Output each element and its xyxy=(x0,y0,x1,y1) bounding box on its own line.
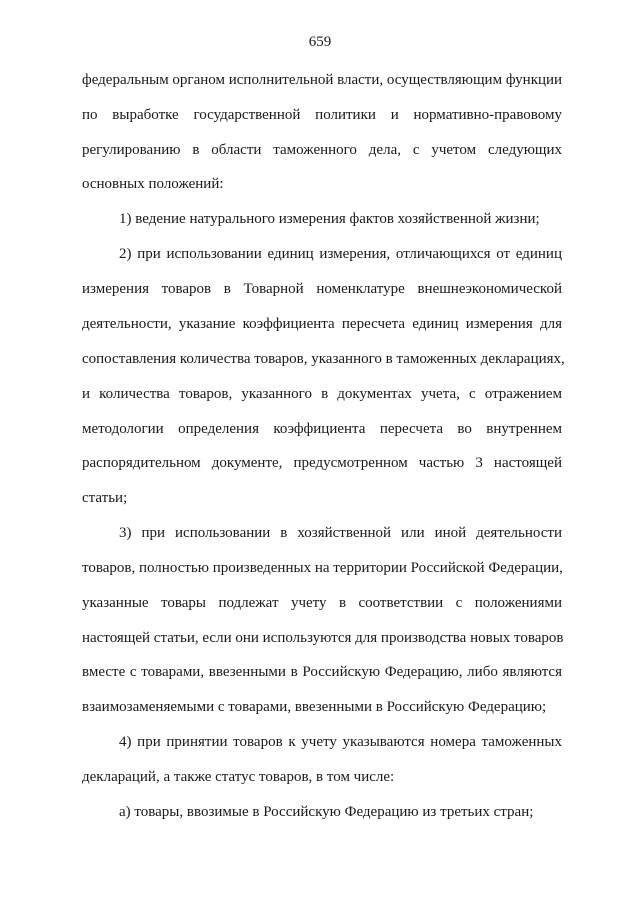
text-line: товаров, полностью произведенных на территории Российской Федерации, xyxy=(82,560,563,576)
text-line: основных положений: xyxy=(82,176,224,192)
text-line: указанные товары подлежат учету в соответствии с положениями xyxy=(82,595,562,611)
text-line: регулированию в области таможенного дела, с учетом следующих xyxy=(82,142,562,158)
text-line: деятельности, указание коэффициента пересчета единиц измерения для xyxy=(82,316,562,332)
list-item-4: 4) при принятии товаров к учету указываются номера таможенных xyxy=(119,734,562,750)
text-line: деклараций, а также статус товаров, в том числе: xyxy=(82,769,395,785)
text-line: и количества товаров, указанного в документах учета, с отражением xyxy=(82,386,562,402)
list-item-1: 1) ведение натурального измерения фактов хозяйственной жизни; xyxy=(119,211,540,227)
text-line: сопоставления количества товаров, указанного в таможенных декларациях, xyxy=(82,351,565,367)
list-item-3: 3) при использовании в хозяйственной или иной деятельности xyxy=(119,525,562,541)
text-line: федеральным органом исполнительной власти, осуществляющим функции xyxy=(82,72,563,88)
text-line: статьи; xyxy=(82,490,128,506)
text-line: вместе с товарами, ввезенными в Российскую Федерацию, либо являются xyxy=(82,664,562,680)
text-line: по выработке государственной политики и нормативно-правовому xyxy=(82,107,562,123)
list-item-2: 2) при использовании единиц измерения, отличающихся от единиц xyxy=(119,246,562,262)
text-line: взаимозаменяемыми с товарами, ввезенными в Российскую Федерацию; xyxy=(82,699,547,715)
text-line: настоящей статьи, если они используются для производства новых товаров xyxy=(82,630,564,646)
page-number: 659 xyxy=(308,34,332,50)
text-line: методологии определения коэффициента пересчета во внутреннем xyxy=(82,421,562,437)
list-item-a: а) товары, ввозимые в Российскую Федерацию из третьих стран; xyxy=(119,804,534,820)
text-line: распорядительном документе, предусмотренном частью 3 настоящей xyxy=(82,455,562,471)
text-line: измерения товаров в Товарной номенклатуре внешнеэкономической xyxy=(82,281,562,297)
